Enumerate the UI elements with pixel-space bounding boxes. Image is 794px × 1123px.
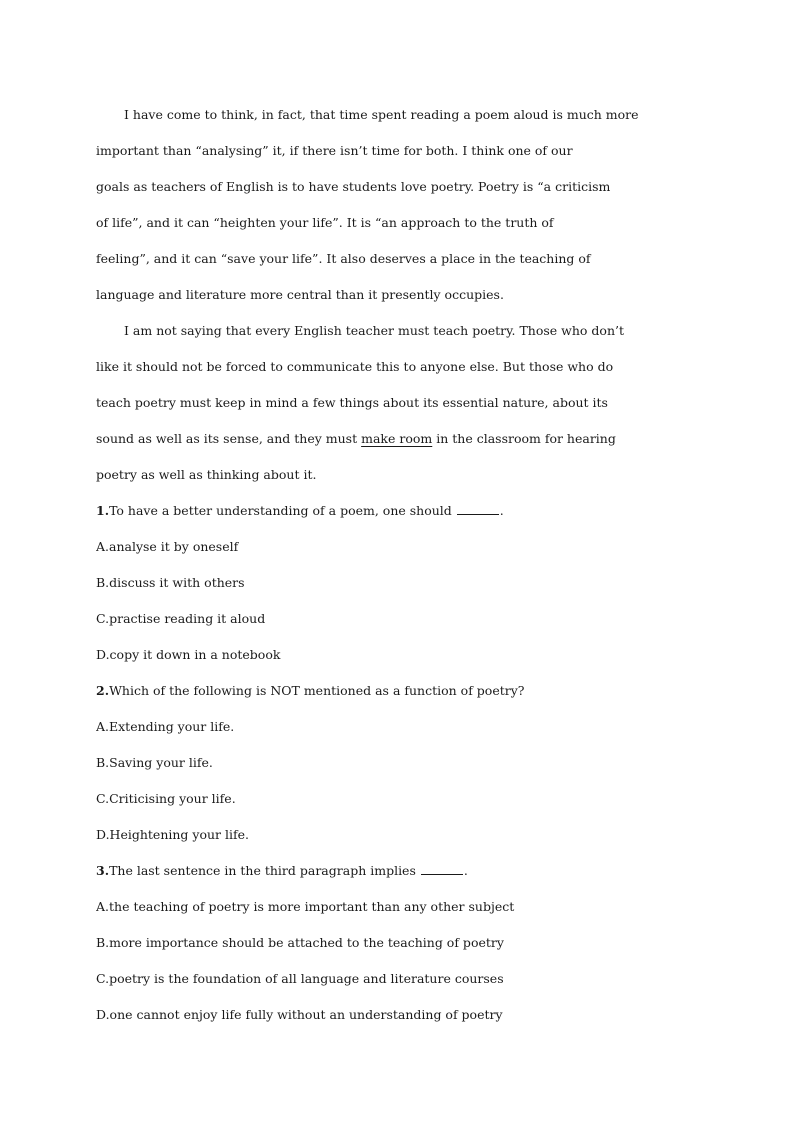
paragraph-text: sound as well as its sense, and they must [96, 431, 358, 446]
question-2 [96, 673, 696, 853]
question-number: 1. [96, 503, 110, 518]
question-stem [96, 853, 696, 889]
answer-blank [457, 500, 499, 515]
question-stem [96, 673, 696, 709]
question-text: The last sentence in the third paragraph implies [109, 863, 416, 878]
passage-paragraph-1 [96, 97, 696, 313]
question-text-end: . [463, 863, 468, 878]
option-c[interactable]: C.Criticising your life. [96, 791, 236, 806]
question-text-end: . [499, 503, 504, 518]
question-3 [96, 853, 696, 1033]
option-b[interactable]: B.Saving your life. [96, 755, 213, 770]
answer-blank [421, 860, 463, 875]
question-1 [96, 493, 696, 673]
document-content [96, 97, 696, 1033]
question-text: Which of the following is NOT mentioned as a function of poetry? [109, 683, 525, 698]
paragraph-line: like it should not be forced to communicate this to anyone else. But those who do [96, 359, 614, 374]
option-a[interactable]: A.analyse it by oneself [96, 539, 239, 554]
question-text: To have a better understanding of a poem, one should [109, 503, 452, 518]
paragraph-line: I have come to think, in fact, that time spent reading a poem aloud is much more [124, 107, 639, 122]
question-number: 2. [96, 683, 110, 698]
option-a[interactable]: A.the teaching of poetry is more important than any other subject [96, 899, 515, 914]
question-stem [96, 493, 696, 529]
passage-paragraph-2 [96, 313, 696, 493]
option-b[interactable]: B.more importance should be attached to the teaching of poetry [96, 935, 504, 950]
question-number: 3. [96, 863, 110, 878]
paragraph-line: language and literature more central than it presently occupies. [96, 287, 504, 302]
paragraph-line: teach poetry must keep in mind a few things about its essential nature, about its [96, 395, 608, 410]
option-c[interactable]: C.poetry is the foundation of all language and literature courses [96, 971, 504, 986]
option-d[interactable]: D.Heightening your life. [96, 827, 249, 842]
paragraph-line: of life”, and it can “heighten your life”. It is “an approach to the truth of [96, 215, 554, 230]
paragraph-line [96, 421, 696, 457]
underlined-phrase: make room [361, 431, 433, 446]
paragraph-text: in the classroom for hearing [436, 431, 616, 446]
option-d[interactable]: D.copy it down in a notebook [96, 647, 281, 662]
option-b[interactable]: B.discuss it with others [96, 575, 245, 590]
option-c[interactable]: C.practise reading it aloud [96, 611, 266, 626]
paragraph-line: important than “analysing” it, if there isn’t time for both. I think one of our [96, 143, 573, 158]
paragraph-line: goals as teachers of English is to have students love poetry. Poetry is “a criticism [96, 179, 611, 194]
option-d[interactable]: D.one cannot enjoy life fully without an understanding of poetry [96, 1007, 503, 1022]
paragraph-line: feeling”, and it can “save your life”. It also deserves a place in the teaching of [96, 251, 591, 266]
paragraph-line: I am not saying that every English teacher must teach poetry. Those who don’t [124, 323, 624, 338]
paragraph-line: poetry as well as thinking about it. [96, 467, 317, 482]
option-a[interactable]: A.Extending your life. [96, 719, 235, 734]
